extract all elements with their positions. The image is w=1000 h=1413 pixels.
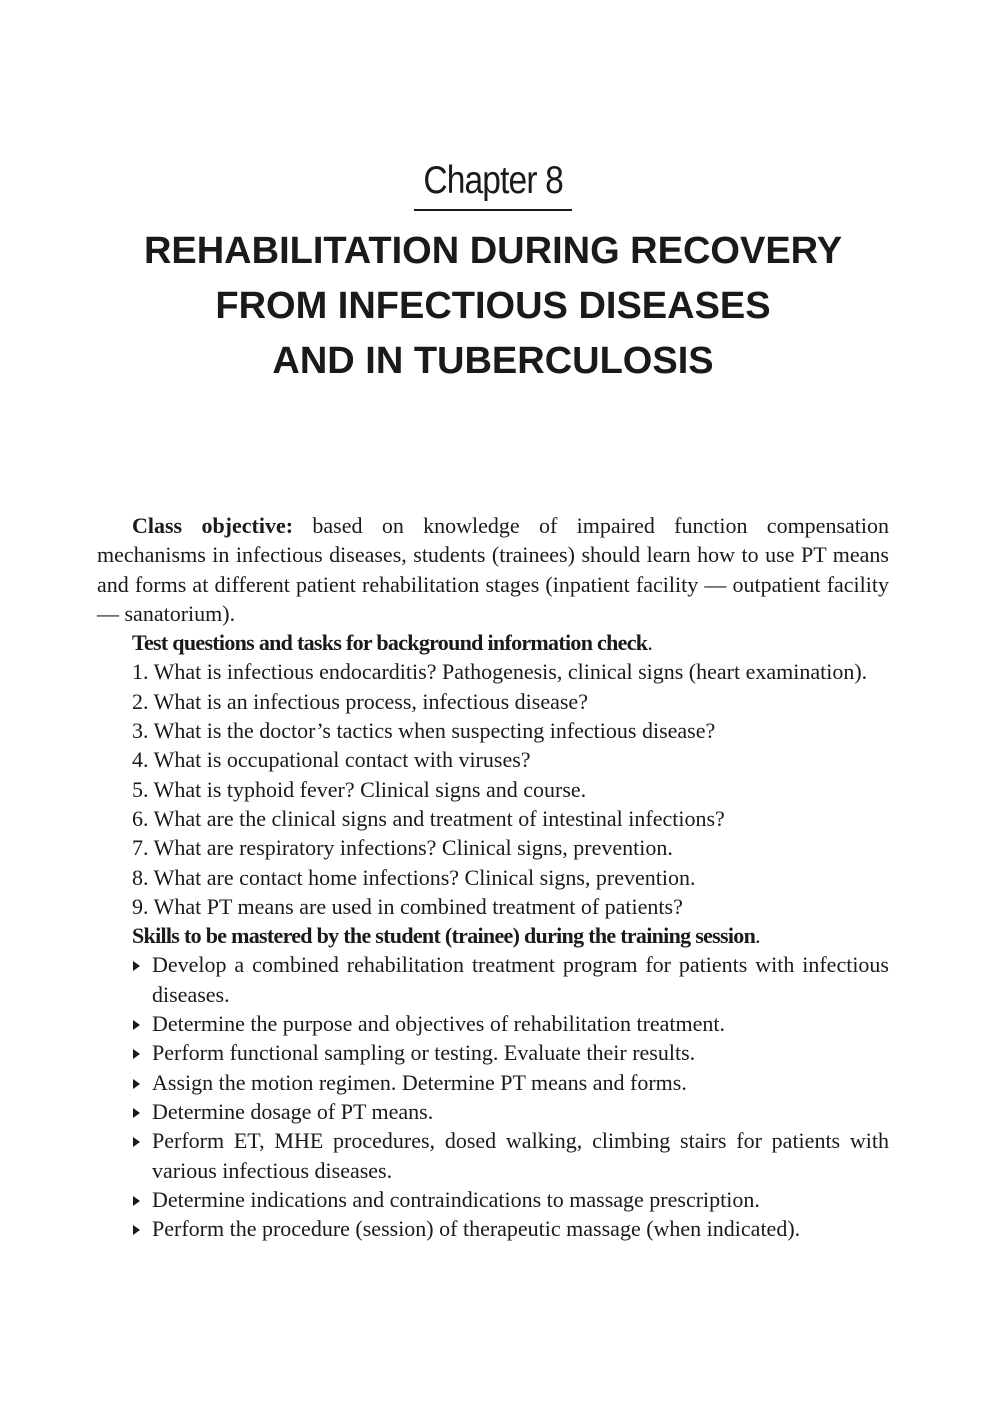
test-question: 8. What are contact home infections? Clinical signs, prevention. [132,864,696,890]
skill-item [97,1009,889,1038]
skill-item [97,1097,889,1126]
class-objective-text: based on knowledge of impaired function compensation mechanisms in infectious diseases, students (trainees) should learn how to use PT means and forms at different patient rehabilitation stages (inpatient facility — outpatient facility — sanatorium). [97,513,889,626]
chapter-label [0,158,986,206]
skill-item [97,1185,889,1214]
skills-heading-end: . [755,923,761,949]
triangle-bullet-icon [133,961,140,971]
test-question: 4. What is occupational contact with viruses? [132,747,531,773]
skill-text: Assign the motion regimen. Determine PT means and forms. [152,1069,687,1095]
test-question: 1. What is infectious endocarditis? Pathogenesis, clinical signs (heart examination). [132,659,868,685]
test-question: 3. What is the doctor’s tactics when suspecting infectious disease? [132,718,716,744]
skills-heading [97,921,889,950]
skill-text: Perform ET, MHE procedures, dosed walking, climbing stairs for patients with various infectious diseases. [152,1128,889,1183]
test-question: 6. What are the clinical signs and treatment of intestinal infections? [132,805,725,831]
body-text [97,511,889,1243]
skill-text: Perform the procedure (session) of therapeutic massage (when indicated). [152,1216,801,1242]
chapter-number: Chapter 8 [423,159,563,202]
triangle-bullet-icon [133,1137,140,1147]
skill-text: Determine dosage of PT means. [152,1098,434,1124]
skills-list [97,950,889,1243]
skill-text: Perform functional sampling or testing. Evaluate their results. [152,1040,696,1066]
test-questions-heading-end: . [647,630,653,656]
skills-heading-text: Skills to be mastered by the student (trainee) during the training session [132,923,756,949]
test-questions-heading [97,628,889,657]
skill-item [97,1068,889,1097]
chapter-title [0,224,986,389]
triangle-bullet-icon [133,1108,140,1118]
skill-item [97,1126,889,1185]
skill-text: Determine the purpose and objectives of rehabilitation treatment. [152,1011,726,1037]
skill-item [97,1214,889,1243]
test-question: 2. What is an infectious process, infectious disease? [132,688,588,714]
skill-item [97,950,889,1009]
skill-item [97,1038,889,1067]
triangle-bullet-icon [133,1079,140,1089]
class-objective-label: Class objective: [132,513,294,538]
triangle-bullet-icon [133,1196,140,1206]
test-question: 5. What is typhoid fever? Clinical signs and course. [132,776,587,802]
test-question: 9. What PT means are used in combined treatment of patients? [132,893,683,919]
chapter-title-line: FROM INFECTIOUS DISEASES [215,285,771,327]
chapter-underline [414,209,572,211]
skill-text: Determine indications and contraindications to massage prescription. [152,1186,760,1212]
triangle-bullet-icon [133,1049,140,1059]
test-question: 7. What are respiratory infections? Clinical signs, prevention. [132,835,673,861]
triangle-bullet-icon [133,1225,140,1235]
class-objective [97,511,889,628]
triangle-bullet-icon [133,1020,140,1030]
chapter-title-line: REHABILITATION DURING RECOVERY [143,230,843,272]
skill-text: Develop a combined rehabilitation treatment program for patients with infectious diseases. [152,952,889,1007]
test-questions-heading-text: Test questions and tasks for background information check [132,630,648,656]
chapter-title-line: AND IN TUBERCULOSIS [272,340,714,382]
